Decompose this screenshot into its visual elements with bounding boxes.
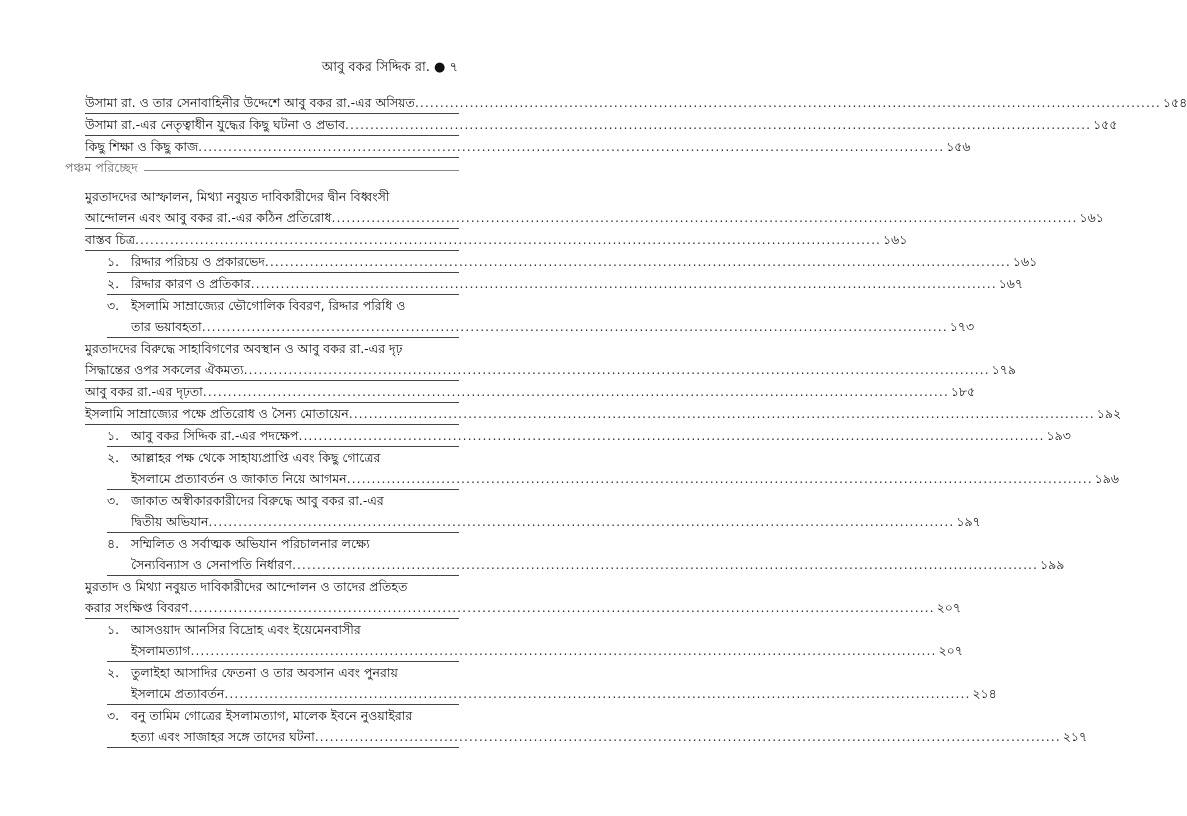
subentry-number: ১. (107, 622, 120, 637)
toc-entry-title-line: ইসলামে প্রত্যাবর্তন ও জাকাত নিয়ে আগমন (131, 471, 347, 486)
leader-dots (189, 597, 935, 618)
toc-entry-title: কিছু শিক্ষা ও কিছু কাজ (85, 139, 199, 154)
toc-entry-title-line: বনু তামিম গোত্রের ইসলামত্যাগ, মালেক ইবনে নুওয়াইরার (131, 708, 413, 723)
chapter-heading (65, 160, 459, 180)
leader-dots (298, 425, 1044, 446)
toc-subentry[interactable] (107, 490, 981, 533)
toc-entry-page: ২১৭ (1062, 729, 1088, 744)
toc-entry-title-line: আসওয়াদ আনসির বিদ্রোহ এবং ইয়েমেনবাসীর (131, 622, 361, 637)
toc-entry-title: উসামা রা.-এর নেতৃত্বাধীন যুদ্ধের কিছু ঘটনা ও প্রভাব (85, 117, 346, 132)
toc-entry[interactable] (85, 403, 1122, 425)
toc-subentry[interactable] (107, 425, 1071, 447)
toc-subentry[interactable] (107, 619, 963, 662)
toc-subentry[interactable] (107, 251, 1038, 273)
toc-entry-title: রিদ্দার কারণ ও প্রতিকার (131, 276, 251, 291)
toc-entry-title-line: হত্যা এবং সাজাহর সঙ্গে তাদের ঘটনা (131, 729, 315, 744)
toc-entry-title: উসামা রা. ও তার সেনাবাহিনীর উদ্দেশে আবু বকর রা.-এর অসিয়ত (85, 95, 415, 110)
subentry-number: ২. (107, 450, 120, 465)
subentry-number: ২. (107, 276, 120, 291)
toc-entry-page: ১৬৭ (998, 276, 1024, 291)
toc-entry-title-line: আন্দোলন এবং আবু বকর রা.-এর কঠিন প্রতিরোধ (85, 210, 332, 225)
toc-subentry[interactable] (107, 295, 975, 338)
leader-dots (198, 136, 944, 157)
running-header: আবু বকর সিদ্দিক রা. ● ৭ (321, 60, 458, 75)
toc-entry-page: ১৯৯ (1040, 557, 1065, 572)
toc-entry-title-line: মুরতাদদের বিরুদ্ধে সাহাবিগণের অবস্থান ও আবু বকর রা.-এর দৃঢ় (85, 341, 403, 356)
toc-entry[interactable] (85, 338, 1016, 381)
toc-entry-title-line: দ্বিতীয় অভিযান (131, 514, 209, 529)
toc-entry-page: ১৬১ (1012, 254, 1038, 269)
toc-entry-title-line: তুলাইহা আসাদির ফেতনা ও তার অবসান এবং পুনরায় (131, 665, 398, 680)
toc-entry-title-line: ইসলামত্যাগ (131, 643, 191, 658)
toc-entry-page: ১৯২ (1096, 406, 1122, 421)
toc-entry-title-line: আল্লাহর পক্ষ থেকে সাহায্যপ্রাপ্তি এবং কিছু গোত্রের (131, 450, 381, 465)
toc-entry-title-line: সৈন্যবিন্যাস ও সেনাপতি নির্ধারণ (131, 557, 292, 572)
leader-dots (415, 92, 1161, 113)
toc-entry-title: বাস্তব চিত্র (85, 232, 136, 247)
subentry-number: ৪. (107, 536, 120, 551)
toc-entry-title-line: সম্মিলিত ও সর্বাত্মক অভিযান পরিচালনার লক্ষ্যে (131, 536, 370, 551)
toc-entry-page: ১৭৯ (991, 362, 1016, 377)
subentry-number: ৩. (107, 298, 120, 313)
toc-entry-page: ২০৭ (936, 600, 962, 615)
toc-subentry[interactable] (107, 662, 997, 705)
toc-subentry[interactable] (107, 273, 1024, 295)
leader-dots (251, 273, 997, 294)
leader-dots (203, 381, 949, 402)
subentry-number: ৩. (107, 708, 120, 723)
leader-dots (135, 229, 881, 250)
toc-entry-title: ইসলামি সাম্রাজ্যের পক্ষে প্রতিরোধ ও সৈন্য মোতায়েন (85, 406, 349, 421)
leader-dots (224, 683, 970, 704)
toc-entry[interactable] (85, 136, 971, 158)
subentry-number: ৩. (107, 493, 120, 508)
toc-subentry[interactable] (107, 705, 1088, 748)
toc-entry-title-line: ইসলামে প্রত্যাবর্তন (131, 686, 225, 701)
toc-entry-title: আবু বকর সিদ্দিক রা.-এর পদক্ষেপ (131, 428, 299, 443)
toc-entry-page: ১৬১ (883, 232, 908, 247)
toc-entry[interactable] (85, 114, 1118, 136)
leader-dots (265, 251, 1011, 272)
toc-entry-page: ১৫৪ (1162, 95, 1187, 110)
toc-entry-page: ২০৭ (938, 643, 963, 658)
toc-entry-title-line: মুরতাদ ও মিথ্যা নবুয়ত দাবিকারীদের আন্দোলন ও তাদের প্রতিহত (85, 579, 408, 594)
toc-subentry[interactable] (107, 447, 1120, 490)
toc-entry-title-line: তার ভয়াবহতা (131, 319, 202, 334)
toc-entry-page: ২১৪ (972, 686, 997, 701)
leader-dots (202, 316, 948, 337)
leader-dots (292, 554, 1038, 575)
toc-entry-page: ১৯৩ (1046, 428, 1071, 443)
chapter-label: পঞ্চম পরিচ্ছেদ (65, 160, 138, 175)
table-of-contents (65, 92, 1187, 748)
subentry-number: ১. (107, 254, 120, 269)
toc-entry-title-line: জাকাত অস্বীকারকারীদের বিরুদ্ধে আবু বকর রা.-এর (131, 493, 384, 508)
subentry-number: ১. (107, 428, 120, 443)
toc-entry[interactable] (85, 186, 1104, 229)
toc-entry-page: ১৭৩ (949, 319, 975, 334)
subentry-number: ২. (107, 665, 120, 680)
toc-entry-title: আবু বকর রা.-এর দৃঢ়তা (85, 384, 203, 399)
leader-dots (244, 359, 990, 380)
leader-dots (315, 726, 1061, 747)
toc-entry-title: রিদ্দার পরিচয় ও প্রকারভেদ (131, 254, 265, 269)
leader-dots (190, 640, 936, 661)
toc-entry-page: ১৯৬ (1094, 471, 1120, 486)
toc-entry-title-line: মুরতাদদের আস্ফালন, মিথ্যা নবুয়ত দাবিকারীদের দ্বীন বিধ্বংসী (85, 189, 390, 204)
toc-entry-title-line: সিদ্ধান্তের ওপর সকলের ঐকমত্য (85, 362, 244, 377)
toc-entry-page: ১৮৫ (950, 384, 976, 399)
toc-subentry[interactable] (107, 533, 1065, 576)
toc-entry-page: ১৫৫ (1093, 117, 1118, 132)
toc-entry-page: ১৬১ (1079, 210, 1104, 225)
leader-dots (349, 403, 1095, 424)
leader-dots (347, 468, 1093, 489)
toc-entry[interactable] (85, 92, 1187, 114)
toc-entry-title-line: করার সংক্ষিপ্ত বিবরণ (85, 600, 189, 615)
toc-entry[interactable] (85, 229, 908, 251)
leader-dots (208, 511, 954, 532)
leader-dots (331, 207, 1077, 228)
chapter-rule (144, 170, 459, 171)
leader-dots (345, 114, 1091, 135)
toc-entry-page: ১৯৭ (956, 514, 981, 529)
toc-entry-title-line: ইসলামি সাম্রাজ্যের ভৌগোলিক বিবরণ, রিদ্দার পরিধি ও (131, 298, 406, 313)
toc-entry[interactable] (85, 576, 962, 619)
toc-entry[interactable] (85, 381, 976, 403)
toc-entry-page: ১৫৬ (946, 139, 971, 154)
